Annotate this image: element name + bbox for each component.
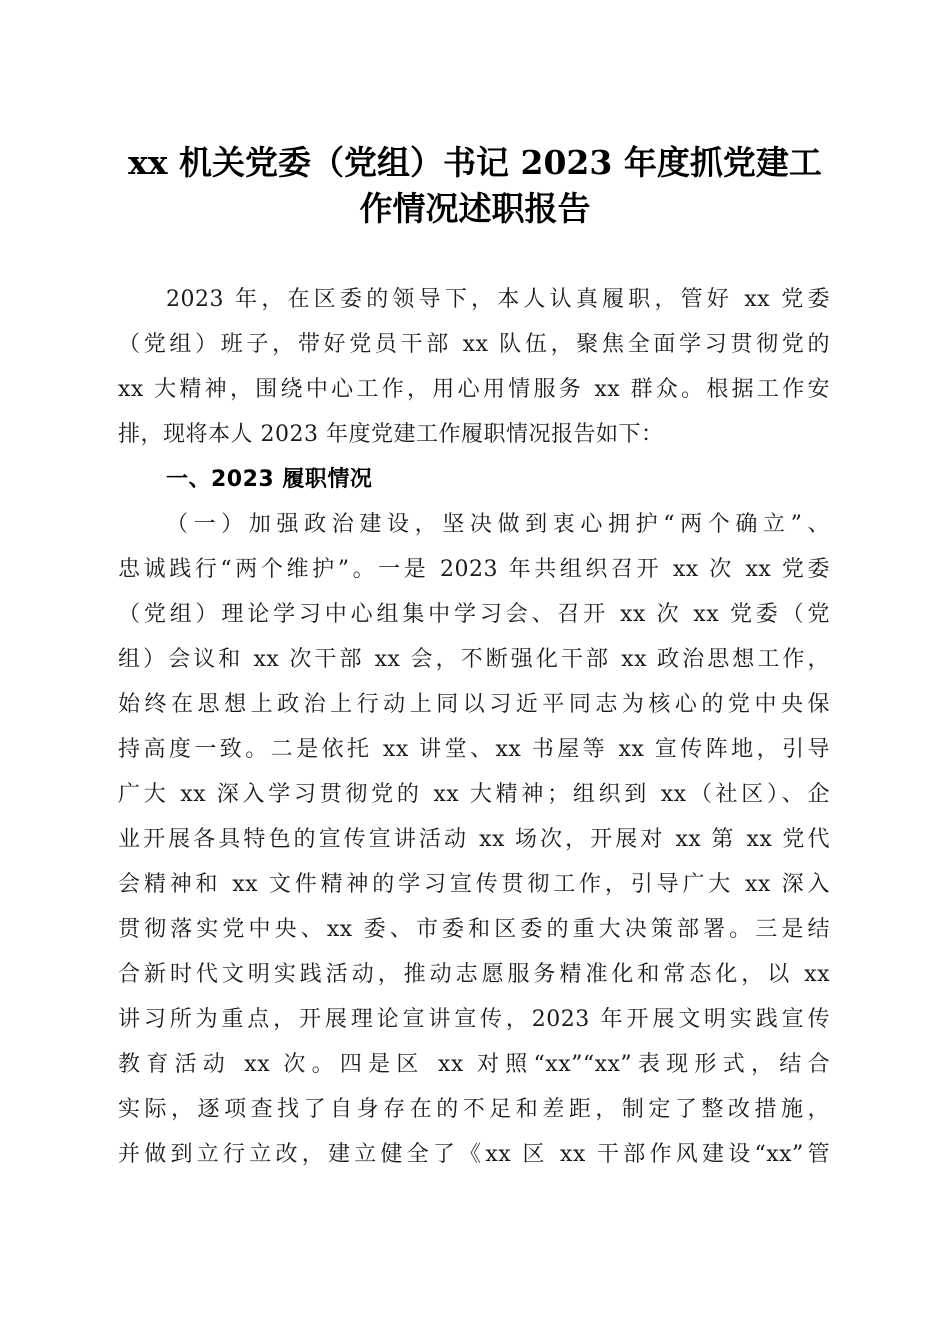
subsection-line: 广大 xx 深入学习贯彻党的 xx 大精神；组织到 xx（社区）、企 [118,782,830,807]
subsection-line: （党组）理论学习中心组集中学习会、召开 xx 次 xx 党委（党 [118,602,830,627]
intro-line: （党组）班子，带好党员干部 xx 队伍，聚焦全面学习贯彻党的 [118,332,830,357]
subsection-line: （一）加强政治建设，坚决做到衷心拥护“两个确立”、 [166,512,830,537]
intro-paragraph [118,277,830,1177]
subsection-line: 教育活动 xx 次。四是区 xx 对照“xx”“xx”表现形式，结合 [118,1052,830,1077]
document-title-line-2: 作情况述职报告 [359,189,591,228]
subsection-line: 忠诚践行“两个维护”。一是 2023 年共组织召开 xx 次 xx 党委 [118,557,830,582]
subsection-line: 贯彻落实党中央、xx 委、市委和区委的重大决策部署。三是结 [118,917,830,942]
subsection-line: 讲习所为重点，开展理论宣讲宣传，2023 年开展文明实践宣传 [118,1007,830,1032]
subsection-line: 始终在思想上政治上行动上同以习近平同志为核心的党中央保 [118,692,830,717]
subsection-line: 并做到立行立改，建立健全了《xx 区 xx 干部作风建设“xx”管 [118,1142,830,1167]
subsection-line: 会精神和 xx 文件精神的学习宣传贯彻工作，引导广大 xx 深入 [118,872,830,897]
subsection-line: 实际，逐项查找了自身存在的不足和差距，制定了整改措施， [118,1097,830,1122]
document-title-line-1: xx 机关党委（党组）书记 2023 年度抓党建工 [128,143,822,182]
intro-line: 排，现将本人 2023 年度党建工作履职情况报告如下： [118,422,664,447]
section-heading: 一、2023 履职情况 [166,467,373,492]
intro-line: 2023 年，在区委的领导下，本人认真履职，管好 xx 党委 [166,287,830,312]
subsection-line: 合新时代文明实践活动，推动志愿服务精准化和常态化，以 xx [118,962,830,987]
subsection-line: 业开展各具特色的宣传宣讲活动 xx 场次，开展对 xx 第 xx 党代 [118,827,830,852]
subsection-line: 组）会议和 xx 次干部 xx 会，不断强化干部 xx 政治思想工作， [118,647,830,672]
intro-line: xx 大精神，围绕中心工作，用心用情服务 xx 群众。根据工作安 [118,377,830,402]
subsection-line: 持高度一致。二是依托 xx 讲堂、xx 书屋等 xx 宣传阵地，引导 [118,737,830,762]
